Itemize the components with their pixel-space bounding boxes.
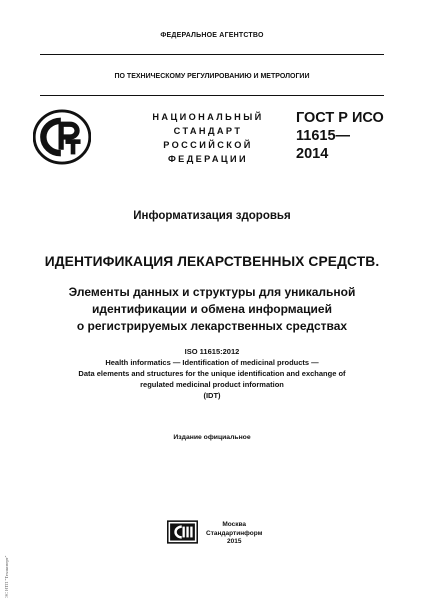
agency-line-1: ФЕДЕРАЛЬНОЕ АГЕНТСТВО — [160, 32, 264, 39]
publisher-info — [206, 521, 262, 547]
standard-line: СТАНДАРТ — [173, 126, 243, 136]
publisher-name: Стандартинформ — [206, 529, 263, 537]
gost-designation — [296, 109, 384, 163]
gost-number: 11615— — [296, 128, 351, 144]
publisher-city: Москва — [222, 521, 247, 528]
standard-rule — [40, 95, 384, 96]
iso-line: ISO 11615:2012 — [184, 347, 240, 356]
document-subtitle — [0, 284, 424, 335]
iso-reference — [0, 346, 424, 401]
gost-year: 2014 — [296, 146, 329, 162]
document-topic: Информатизация здоровья — [133, 210, 291, 222]
national-standard-block — [138, 110, 278, 166]
gost-r-logo-icon — [33, 108, 91, 166]
gost-code: ГОСТ Р ИСО — [296, 110, 384, 126]
iso-line: Data elements and structures for the unique identification and exchange of — [78, 369, 346, 378]
subtitle-line: Элементы данных и структуры для уникальной — [68, 285, 356, 299]
subtitle-line: идентификации и обмена информацией — [92, 302, 332, 316]
standartinform-logo-icon — [167, 520, 198, 544]
iso-line: Health informatics — Identification of medicinal products — — [105, 358, 319, 367]
standard-line: НАЦИОНАЛЬНЫЙ — [152, 112, 264, 122]
iso-line: regulated medicinal product information — [140, 380, 284, 389]
publisher-year: 2015 — [226, 538, 242, 545]
official-edition-label: Издание официальное — [173, 434, 251, 441]
header-rule — [40, 54, 384, 55]
standard-line: РОССИЙСКОЙ — [163, 140, 253, 150]
iso-line: (IDT) — [203, 391, 221, 400]
side-stamp-text: ЭС НТП "Техэксперт" — [4, 555, 9, 598]
side-stamp — [2, 528, 14, 598]
agency-line-2: ПО ТЕХНИЧЕСКОМУ РЕГУЛИРОВАНИЮ И МЕТРОЛОГИИ — [114, 73, 310, 80]
document-main-title: ИДЕНТИФИКАЦИЯ ЛЕКАРСТВЕННЫХ СРЕДСТВ. — [44, 254, 380, 269]
standard-line: ФЕДЕРАЦИИ — [167, 154, 249, 164]
subtitle-line: о регистрируемых лекарственных средствах — [76, 319, 348, 333]
